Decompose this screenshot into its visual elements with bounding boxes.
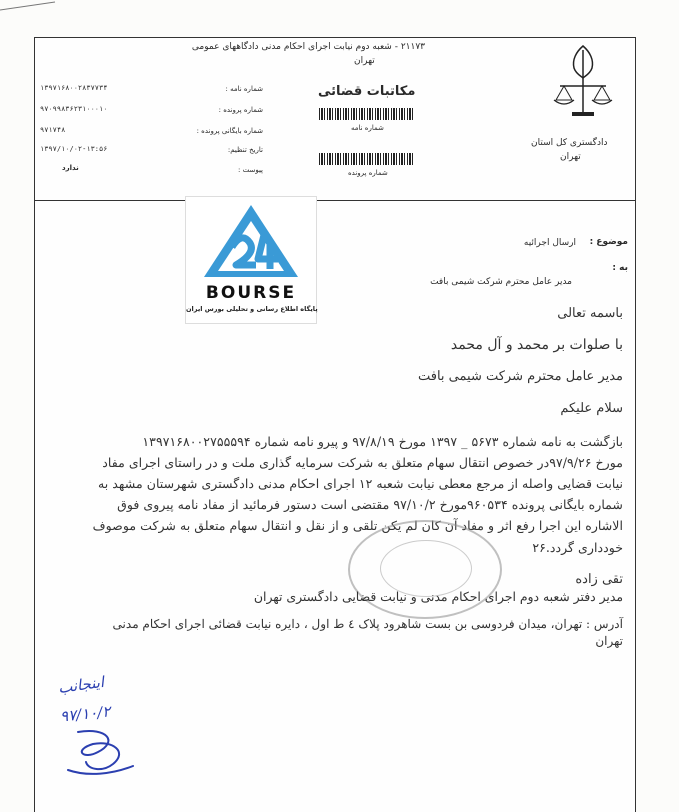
file-number-label: شماره پرونده : xyxy=(218,106,263,114)
letter-barcode xyxy=(319,108,415,120)
salutation-salawat: با صلوات بر محمد و آل محمد xyxy=(450,337,623,353)
issue-date-label: تاریخ تنظیم: xyxy=(227,146,263,154)
handwritten-signature-icon xyxy=(58,722,138,782)
court-name: دادگستری کل استان xyxy=(531,138,608,148)
bourse-logo-mark-icon xyxy=(186,197,316,287)
bourse-logo-caption: پایگاه اطلاع رسانی و تحلیلی بورس ایران xyxy=(186,305,318,313)
recipient-value: مدیر عامل محترم شرکت شیمی بافت xyxy=(430,277,572,287)
office-address-city: تهران xyxy=(595,634,623,648)
handwritten-date: ۹۷/۱۰/۲ xyxy=(59,702,112,726)
letter-barcode-caption: شماره نامه xyxy=(351,124,384,132)
file-barcode xyxy=(319,153,415,165)
body-paragraph-line-4: شماره بایگانی پرونده ۹۶۰۵۳۴مورخ ۹۷/۱۰/۲ مقتضی است دستور فرمائید از مفاد نامه پیروی فوق xyxy=(117,497,623,512)
salutation-bismillah: باسمه تعالی xyxy=(557,306,623,321)
body-paragraph-line-5: الاشاره این اجرا رفع اثر و مفاد آن کان لم یکن تلقی و از نقل و انتقال سهام متعلق به شرکت موصوف xyxy=(92,518,623,533)
issue-date-value: ۱۳۹۷/۱۰/۰۲-۱۳:۵۶ xyxy=(40,145,108,153)
attachment-value: ندارد xyxy=(62,164,79,172)
greeting-line: سلام علیکم xyxy=(560,401,623,416)
archive-number-label: شماره بایگانی پرونده : xyxy=(196,127,263,135)
subject-value: ارسال اجرائیه xyxy=(523,238,576,248)
letter-number-label: شماره نامه : xyxy=(225,85,263,93)
attachment-label: پیوست : xyxy=(238,166,263,174)
body-paragraph-line-1: بازگشت به نامه شماره ۵۶۷۳ _ ۱۳۹۷ مورخ ۹۷/۸/۱۹ و پیرو نامه شماره ۱۳۹۷۱۶۸۰۰۲۷۵۵۵۹۴ xyxy=(142,434,623,449)
bourse-logo-word: BOURSE xyxy=(205,283,297,303)
addressee-line: مدیر عامل محترم شرکت شیمی بافت xyxy=(417,369,623,384)
header-divider xyxy=(34,200,635,201)
signer-title: مدیر دفتر شعبه دوم اجرای احکام مدنی و نیابت قضایی دادگستری تهران xyxy=(253,589,623,604)
signer-name: تقی زاده xyxy=(575,572,623,587)
body-paragraph-line-6: خودداری گردد.۲۶ xyxy=(532,540,623,555)
court-city: تهران xyxy=(560,152,581,162)
file-number-value: ۹۷۰۹۹۸۳۶۲۳۱۰۰۰۱۰ xyxy=(40,105,108,113)
iran-emblem-icon xyxy=(548,42,618,120)
document-type: مکاتبات قضائی xyxy=(318,84,416,99)
branch-city: تهران xyxy=(354,56,375,66)
branch-name: ۲۱۱۷۳ - شعبه دوم نیابت اجرای احکام مدنی دادگاههای عمومی xyxy=(191,42,425,52)
handwritten-note: اینجانب xyxy=(56,672,106,698)
file-barcode-caption: شماره پرونده xyxy=(348,169,388,177)
office-address: آدرس : تهران، میدان فردوسی بن بست شاهرود پلاک ٤ ط اول ، دایره نیابت قضائی اجرای احکام مدنی xyxy=(112,617,623,631)
recipient-label: به : xyxy=(612,263,628,273)
subject-label: موضوع : xyxy=(589,237,628,247)
scan-corner-mark xyxy=(0,0,60,14)
body-paragraph-line-3: نیابت قضایی واصله از مرجع معطی نیابت شعبه ۱۲ اجرای احکام مدنی دادگستری شهرستان مشهد به xyxy=(98,476,623,491)
archive-number-value: ۹۷۱۷۴۸ xyxy=(40,126,66,134)
bourse-logo xyxy=(185,196,317,324)
letter-number-value: ۱۳۹۷۱۶۸۰۰۲۸۳۷۷۳۴ xyxy=(40,84,108,92)
body-paragraph-line-2: مورخ ۹۷/۹/۲۶در خصوص انتقال سهام متعلق به شرکت سرمایه گذاری ملت و در راستای اجرای مفاد xyxy=(102,455,623,470)
